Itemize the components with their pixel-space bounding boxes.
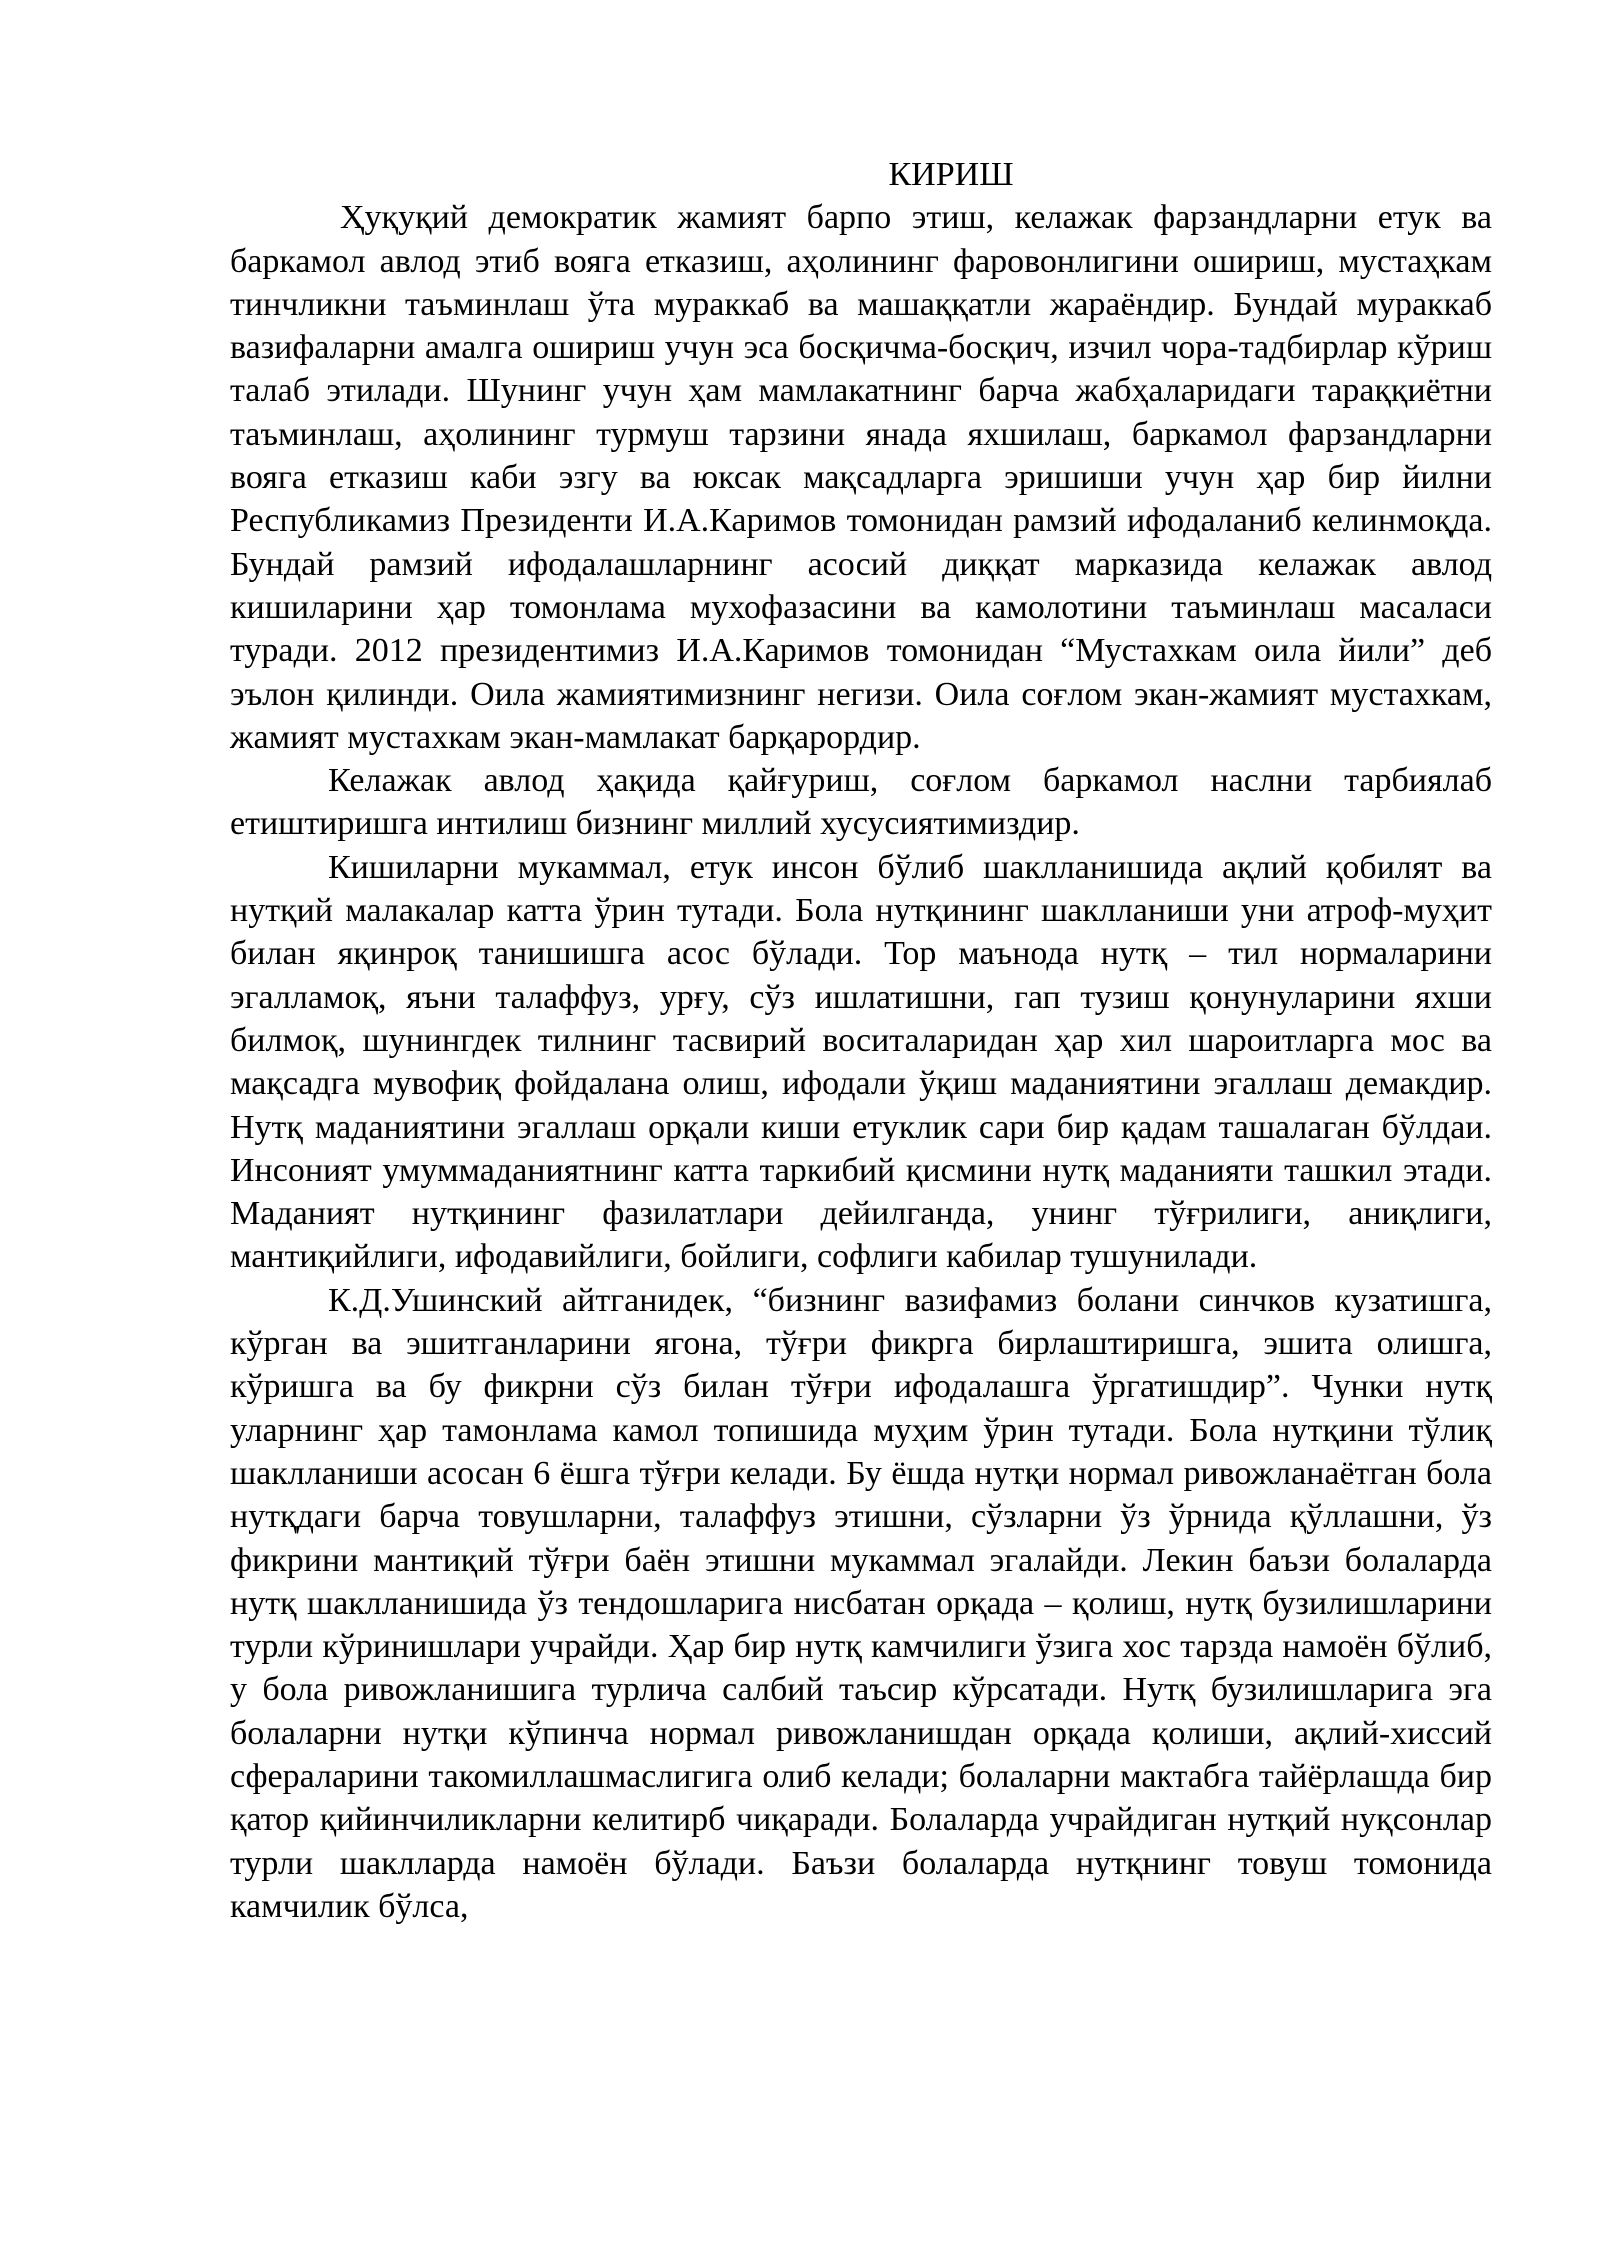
paragraph-ushinsky: К.Д.Ушинский айтганидек, “бизнинг вазифамиз болани синчков кузатишга, кўрган ва эшитганларини ягона, тўғри фикрга бирлаштиришга, эшита олишга, кўришга ва бу фикрни сўз билан тўғри ифодалашга ўргатишдир”. Чунки нутқ уларнинг ҳар тамонлама камол топишида муҳим ўрин тутади. Бола нутқини тўлиқ шаклланиши асосан 6 ёшга тўғри келади. Бу ёшда нутқи нормал ривожланаётган бола нутқдаги барча товушларни, талаффуз этишни, сўзларни ўз ўрнида қўллашни, ўз фикрини мантиқий тўғри баён этишни мукаммал эгалайди. Лекин баъзи болаларда нутқ шаклланишида ўз тендошларига нисбатан орқада – қолиш, нутқ бузилишларини турли кўринишлари учрайди. Ҳар бир нутқ камчилиги ўзига хос тарзда намоён бўлиб, у бола ривожланишига турлича салбий таъсир кўрсатади. Нутқ бузилишларига эга болаларни нутқи кўпинча нормал ривожланишдан орқада қолиши, ақлий-хиссий сфераларини такомиллашмаслигига олиб келади; болаларни мактабга тайёрлашда бир қатор қийинчиликларни келитирб чиқаради. Болаларда учрайдиган нутқий нуқсонлар турли шаклларда намоён бўлади. Баъзи болаларда нутқнинг товуш томонида камчилик бўлса, [230, 1281, 1492, 1925]
paragraph-introduction: Ҳуқуқий демократик жамият барпо этиш, келажак фарзандларни етук ва баркамол авлод этиб вояга етказиш, аҳолининг фаровонлигини ошириш, мустаҳкам тинчликни таъминлаш ўта мураккаб ва машаққатли жараёндир. Бундай мураккаб вазифаларни амалга ошириш учун эса босқичма-босқич, изчил чора-тадбирлар кўриш талаб этилади. Шунинг учун ҳам мамлакатнинг барча жабҳаларидаги тараққиётни таъминлаш, аҳолининг турмуш тарзини янада яхшилаш, баркамол фарзандларни вояга етказиш каби эзгу ва юксак мақсадларга эришиши учун ҳар бир йилни Республикамиз Президенти И.А.Каримов томонидан рамзий ифодаланиб келинмоқда. Бундай рамзий ифодалашларнинг асосий диққат марказида келажак авлод кишиларини ҳар томонлама мухофазасини ва камолотини таъминлаш масаласи туради. 2012 президентимиз И.А.Каримов томонидан “Мустахкам оила йили” деб эълон қилинди. Оила жамиятимизнинг негизи. Оила соғлом экан-жамият мустахкам, жамият мустахкам экан-мамлакат барқарордир. [230, 199, 1492, 756]
paragraph-future-generation: Келажак авлод ҳақида қайғуриш, соғлом баркамол наслни тарбиялаб етиштиришга интилиш бизнинг миллий хусусиятимиздир. [230, 762, 1492, 843]
paragraph-speech-culture: Кишиларни мукаммал, етук инсон бўлиб шаклланишида ақлий қобилят ва нутқий малакалар катта ўрин тутади. Бола нутқининг шаклланиши уни атроф-муҳит билан яқинроқ танишишга асос бўлади. Тор маънода нутқ – тил нормаларини эгалламоқ, яъни талаффуз, урғу, сўз ишлатишни, гап тузиш қонунуларини яхши билмоқ, шунингдек тилнинг тасвирий воситаларидан ҳар хил шароитларга мос ва мақсадга мувофиқ фойдалана олиш, ифодали ўқиш маданиятини эгаллаш демакдир. Нутқ маданиятини эгаллаш орқали киши етуклик сари бир қадам ташалаган бўлдаи. Инсоният умуммаданиятнинг катта таркибий қисмини нутқ маданияти ташкил этади. Маданият нутқининг фазилатлари дейилганда, унинг тўғрилиги, аниқлиги, мантиқийлиги, ифодавийлиги, бойлиги, софлиги кабилар тушунилади. [230, 848, 1492, 1276]
page-title: КИРИШ [888, 156, 1014, 193]
document-page [230, 153, 1492, 1928]
